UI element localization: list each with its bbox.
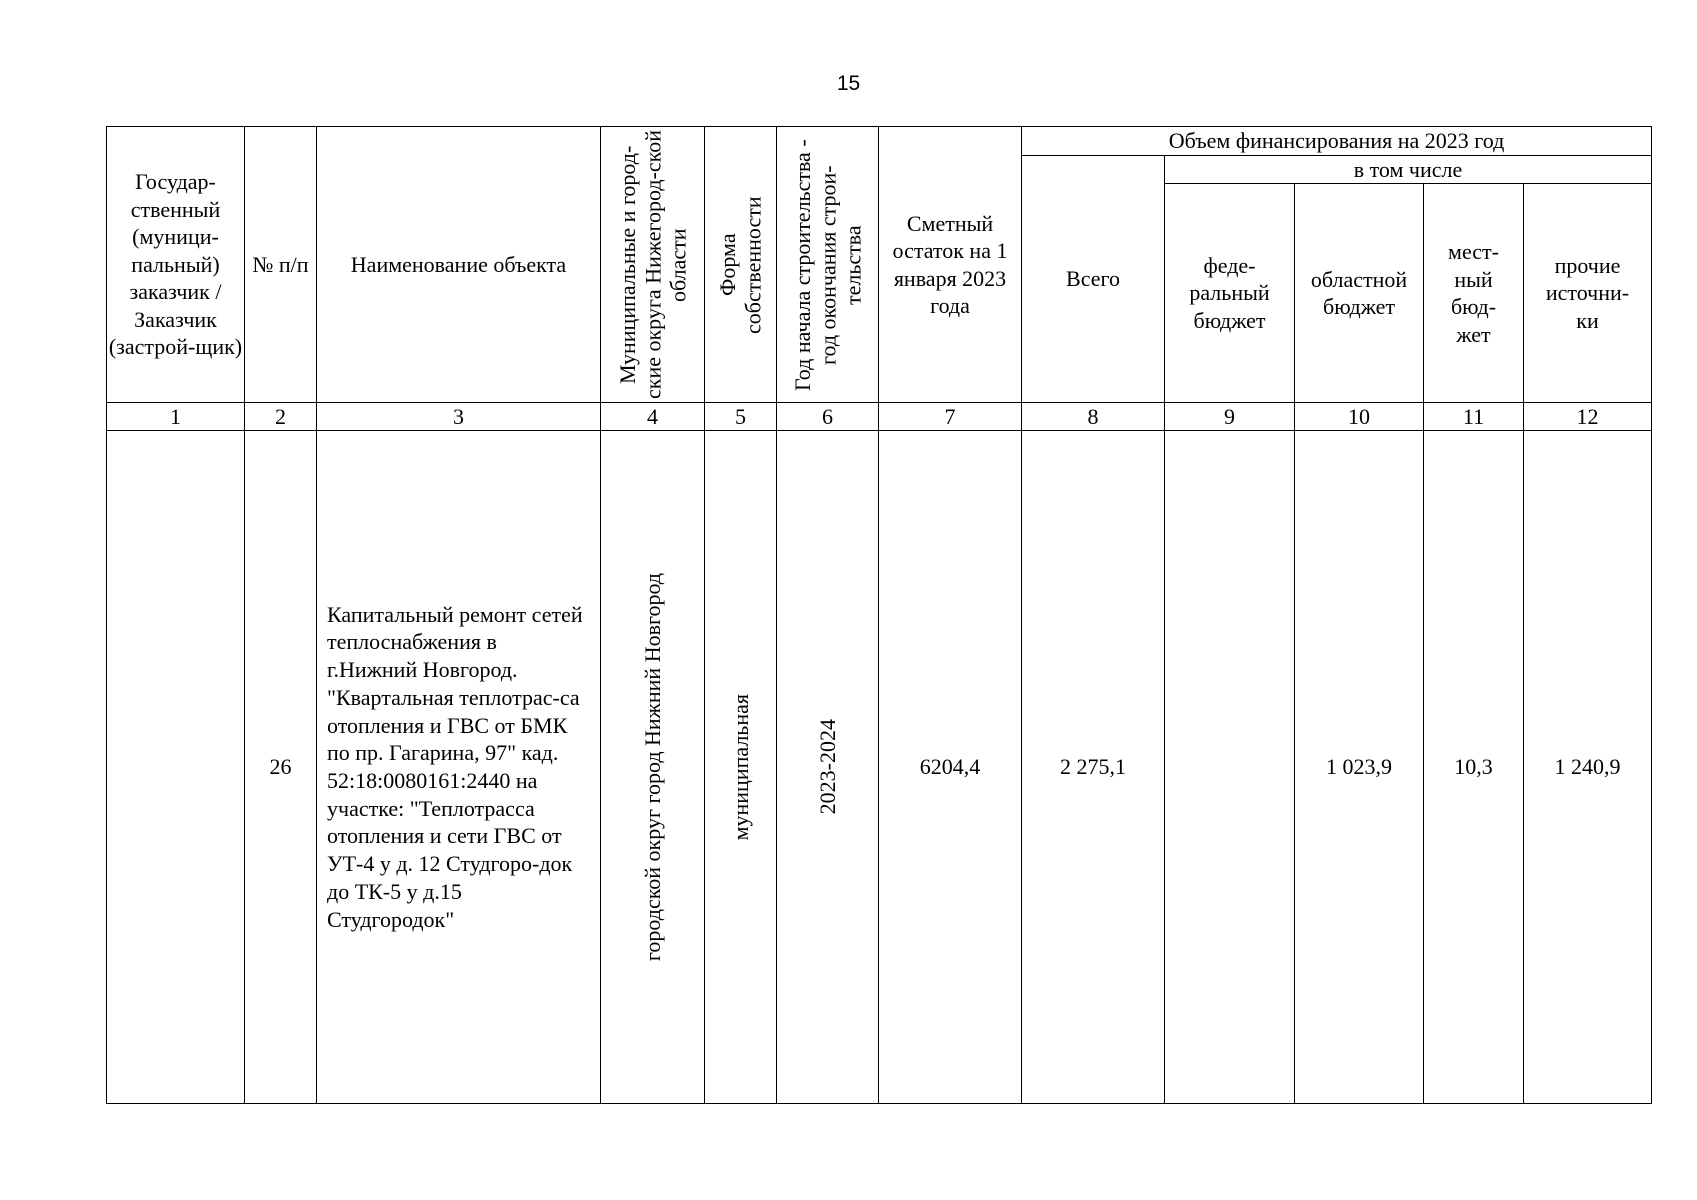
column-number: 8 xyxy=(1022,403,1165,431)
cell-local: 10,3 xyxy=(1424,431,1524,1104)
column-number: 11 xyxy=(1424,403,1524,431)
header-local: мест-ный бюд-жет xyxy=(1424,184,1524,403)
column-number: 3 xyxy=(317,403,601,431)
header-regional: областной бюджет xyxy=(1295,184,1424,403)
column-number: 1 xyxy=(107,403,245,431)
cell-ownership: муниципальная xyxy=(727,693,753,841)
header-funding-group: Объем финансирования на 2023 год xyxy=(1022,127,1652,156)
column-number: 5 xyxy=(705,403,777,431)
cell-ownership-cell xyxy=(705,431,777,1104)
header-years: Год начала строительства - год окончания строи-тельства xyxy=(789,138,866,391)
header-total: Всего xyxy=(1022,155,1165,403)
column-number: 12 xyxy=(1524,403,1652,431)
header-object-name: Наименование объекта xyxy=(317,127,601,403)
column-number: 10 xyxy=(1295,403,1424,431)
column-number-row xyxy=(107,403,1652,431)
column-number: 6 xyxy=(777,403,879,431)
financing-table xyxy=(106,126,1652,1104)
header-ownership-cell xyxy=(705,127,777,403)
cell-other: 1 240,9 xyxy=(1524,431,1652,1104)
cell-regional: 1 023,9 xyxy=(1295,431,1424,1104)
header-including: в том числе xyxy=(1165,155,1652,184)
header-other: прочие источни-ки xyxy=(1524,184,1652,403)
cell-federal xyxy=(1165,431,1295,1104)
cell-district: городской округ город Нижний Новгород xyxy=(639,572,665,962)
column-number: 9 xyxy=(1165,403,1295,431)
column-number: 2 xyxy=(245,403,317,431)
cell-customer xyxy=(107,431,245,1104)
header-customer: Государ-ственный (муници-пальный) заказчик / Заказчик (застрой-щик) xyxy=(107,127,245,403)
page-number: 15 xyxy=(836,72,861,95)
header-years-cell xyxy=(777,127,879,403)
cell-years-cell xyxy=(777,431,879,1104)
header-districts-cell xyxy=(601,127,705,403)
cell-years: 2023-2024 xyxy=(814,719,840,815)
header-ownership: Форма собственности xyxy=(715,195,766,334)
header-districts: Муниципальные и город-ские округа Нижегород-ской области xyxy=(614,130,691,399)
column-number: 7 xyxy=(879,403,1022,431)
cell-number: 26 xyxy=(245,431,317,1104)
header-federal: феде-ральный бюджет xyxy=(1165,184,1295,403)
cell-object-name: Капитальный ремонт сетей теплоснабжения в г.Нижний Новгород. "Квартальная теплотрас-са отопления и ГВС от БМК по пр. Гагарина, 97" кад. 52:18:0080161:2440 на участке: "Теплотрасса отопления и сети ГВС от УТ-4 у д. 12 Студгоро-док до ТК-5 у д.15 Студгородок" xyxy=(317,431,601,1104)
cell-total: 2 275,1 xyxy=(1022,431,1165,1104)
header-row-top xyxy=(107,127,1652,156)
cell-district-cell xyxy=(601,431,705,1104)
header-number: № п/п xyxy=(245,127,317,403)
table-row xyxy=(107,431,1652,1104)
cell-balance: 6204,4 xyxy=(879,431,1022,1104)
column-number: 4 xyxy=(601,403,705,431)
header-balance: Сметный остаток на 1 января 2023 года xyxy=(879,127,1022,403)
